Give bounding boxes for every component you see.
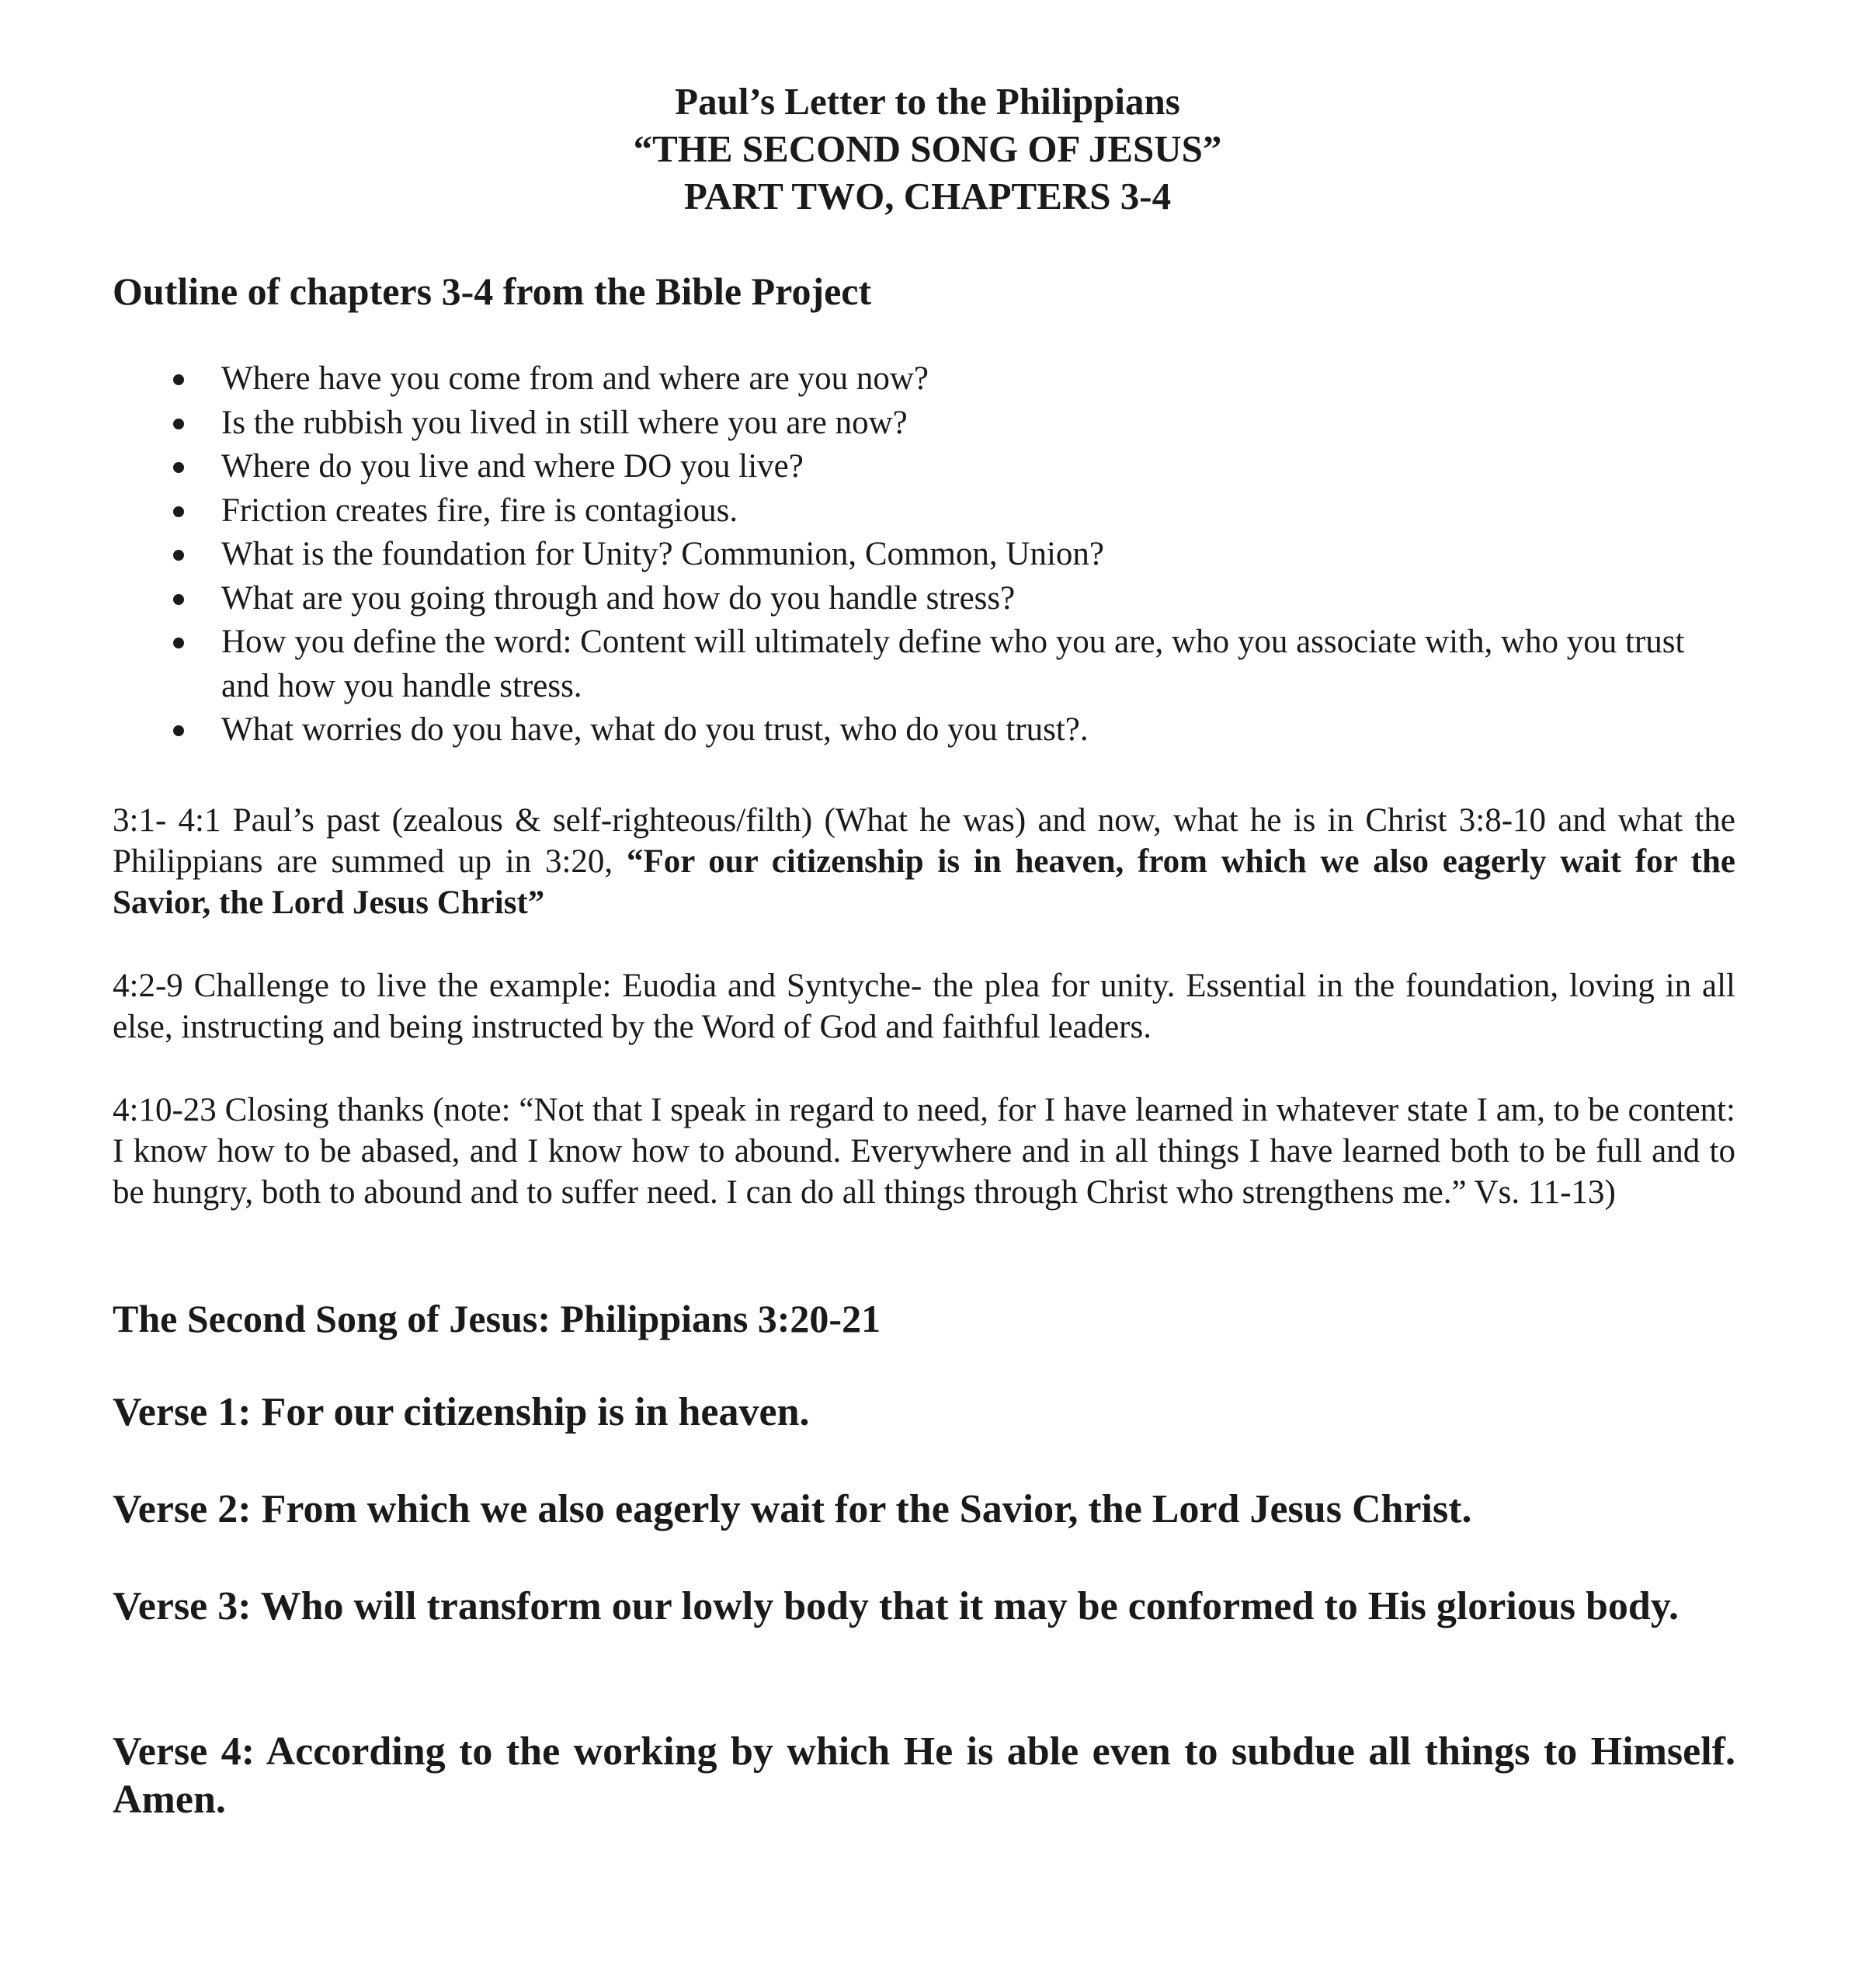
- list-item: How you define the word: Content will ultimately define who you are, who you associate with, who you trust and how you handle stress.: [113, 620, 1735, 708]
- list-item: What worries do you have, what do you trust, who do you trust?.: [113, 708, 1735, 752]
- verse-3: Verse 3: Who will transform our lowly body that it may be conformed to His glorious body.: [113, 1584, 1679, 1628]
- list-item: What are you going through and how do you handle stress?: [113, 577, 1735, 621]
- bullet-icon: [173, 594, 184, 605]
- song-heading: The Second Song of Jesus: Philippians 3:20-21: [113, 1297, 881, 1340]
- bullet-icon: [173, 638, 184, 648]
- outline-list: [113, 357, 1735, 752]
- bullet-icon: [173, 374, 184, 385]
- bullet-icon: [173, 506, 184, 517]
- title-line-1: Paul’s Letter to the Philippians: [675, 80, 1180, 123]
- list-item: Is the rubbish you lived in still where you are now?: [113, 401, 1735, 446]
- bullet-icon: [173, 462, 184, 473]
- list-item: Friction creates fire, fire is contagious.: [113, 489, 1735, 533]
- title-line-2: “THE SECOND SONG OF JESUS”: [633, 127, 1222, 170]
- document-title: [0, 78, 1855, 220]
- paragraph-4-2: 4:2-9 Challenge to live the example: Euodia and Syntyche- the plea for unity. Essential in the foundation, loving in all else, instructing and being instructed by the Word of God and faithful leaders.: [113, 968, 1735, 1045]
- list-item: Where do you live and where DO you live?: [113, 445, 1735, 489]
- paragraph-4-10: 4:10-23 Closing thanks (note: “Not that I speak in regard to need, for I have learned in whatever state I am, to be content: I know how to be abased, and I know how to abound. Everywhere and in all things I have learned both to be full and to be hungry, both to abound and to suffer need. I can do all things through Christ who strengthens me.” Vs. 11-13): [113, 1092, 1735, 1211]
- quoted-verse: “For our citizenship is in heaven, from which we also eagerly wait for the Savior, the Lord Jesus Christ”: [113, 843, 1735, 921]
- outline-heading: Outline of chapters 3-4 from the Bible Project: [113, 269, 872, 313]
- paragraph-3-1: 3:1- 4:1 Paul’s past (zealous & self-righteous/filth) (What he was) and now, what he is in Christ 3:8-10 and what the Philippians are summed up in 3:20, “For our citizenship is in heaven, from which we also eagerly wait for the Savior, the Lord Jesus Christ”: [113, 802, 1735, 921]
- verse-2: Verse 2: From which we also eagerly wait for the Savior, the Lord Jesus Christ.: [113, 1487, 1472, 1531]
- title-line-3: PART TWO, CHAPTERS 3-4: [683, 175, 1172, 217]
- bullet-icon: [173, 725, 184, 736]
- verse-1: Verse 1: For our citizenship is in heaven.: [113, 1390, 810, 1434]
- list-item: What is the foundation for Unity? Communion, Common, Union?: [113, 533, 1735, 577]
- bullet-icon: [173, 550, 184, 561]
- list-item: Where have you come from and where are you now?: [113, 357, 1735, 401]
- verse-4: Verse 4: According to the working by which He is able even to subdue all things to Himself. Amen.: [113, 1729, 1735, 1822]
- bullet-icon: [173, 419, 184, 429]
